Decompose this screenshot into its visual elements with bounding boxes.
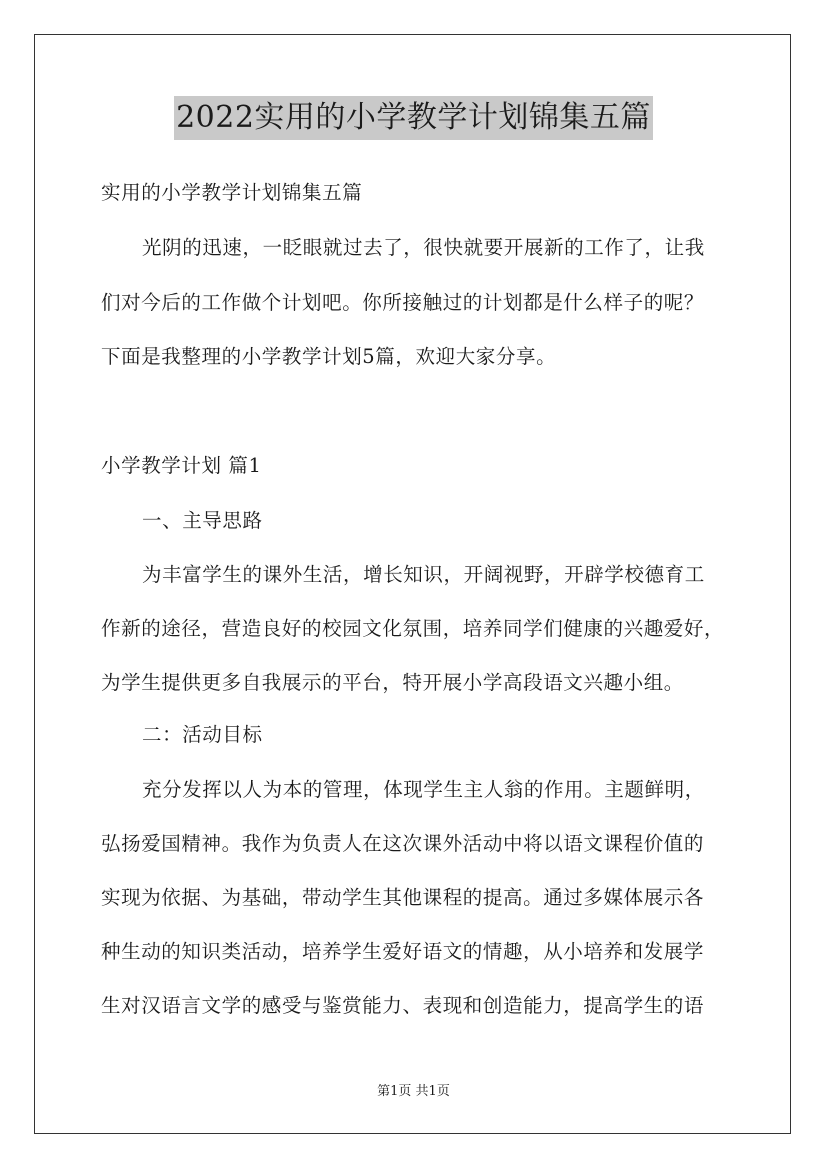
paragraph-line: 生对汉语言文学的感受与鉴赏能力、表现和创造能力，提高学生的语 xyxy=(101,994,705,1017)
paragraph-line: 种生动的知识类活动，培养学生爱好语文的情趣，从小培养和发展学 xyxy=(101,940,705,963)
paragraph-line: 为丰富学生的课外生活，增长知识，开阔视野，开辟学校德育工 xyxy=(142,563,705,586)
paragraph-line: 作新的途径，营造良好的校园文化氛围，培养同学们健康的兴趣爱好， xyxy=(101,617,725,640)
subtitle-line: 实用的小学教学计划锦集五篇 xyxy=(101,181,363,204)
paragraph-line: 充分发挥以人为本的管理，体现学生主人翁的作用。主题鲜明， xyxy=(142,778,705,801)
paragraph-line: 光阴的迅速，一眨眼就过去了，很快就要开展新的工作了，让我 xyxy=(142,236,705,259)
subsection-heading: 二：活动目标 xyxy=(142,723,263,746)
section-heading: 小学教学计划 篇1 xyxy=(101,454,262,477)
paragraph-line: 下面是我整理的小学教学计划5篇，欢迎大家分享。 xyxy=(101,345,557,368)
title-container xyxy=(0,96,827,140)
paragraph-line: 们对今后的工作做个计划吧。你所接触过的计划都是什么样子的呢？ xyxy=(101,291,705,314)
paragraph-line: 弘扬爱国精神。我作为负责人在这次课外活动中将以语文课程价值的 xyxy=(101,832,705,855)
document-title: 2022实用的小学教学计划锦集五篇 xyxy=(174,96,653,140)
subsection-heading: 一、主导思路 xyxy=(142,509,263,532)
page-footer: 第1页 共1页 xyxy=(377,1084,450,1099)
paragraph-line: 实现为依据、为基础，带动学生其他课程的提高。通过多媒体展示各 xyxy=(101,886,705,909)
paragraph-line: 为学生提供更多自我展示的平台，特开展小学高段语文兴趣小组。 xyxy=(101,671,684,694)
